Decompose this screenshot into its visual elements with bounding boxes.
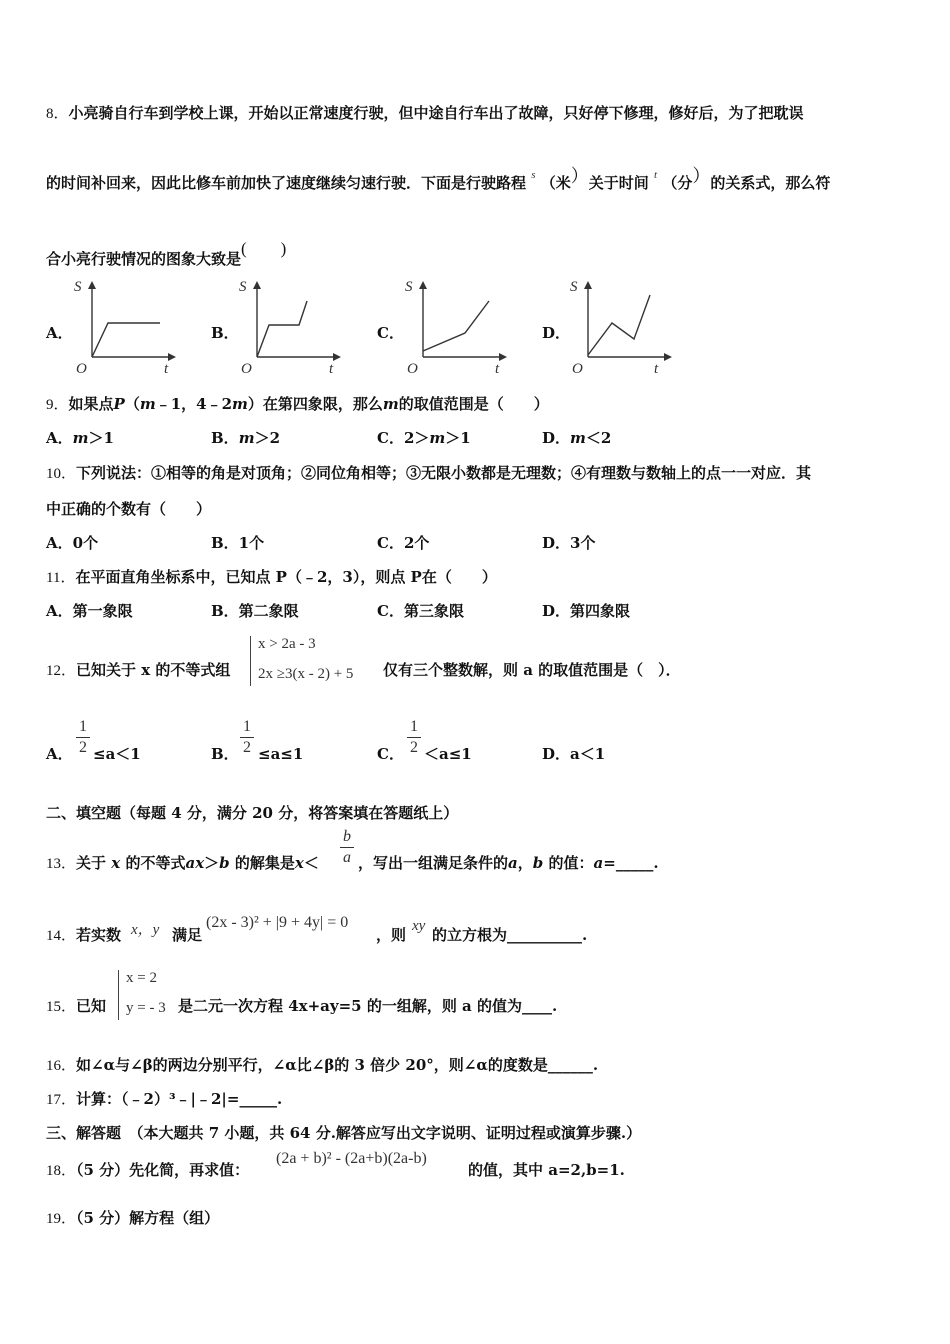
q8-number: 8． xyxy=(46,106,69,122)
q8-option-a-label: A． xyxy=(46,324,73,342)
var-s: s xyxy=(531,169,536,181)
axis-s-label: S xyxy=(570,279,578,295)
q9-option-d[interactable]: D．m＜2 xyxy=(542,429,612,447)
q10-option-c[interactable]: C．2个 xyxy=(377,534,430,552)
q9-option-c[interactable]: C．2＞m＞1 xyxy=(377,429,471,447)
q14-stem-c: ，则 xyxy=(376,926,407,944)
q9-option-b[interactable]: B．m＞2 xyxy=(211,429,280,447)
q16: 16．如∠α与∠β的两边分别平行，∠α比∠β的 3 倍少 20°，则∠α的度数是______. xyxy=(46,1056,599,1074)
q8-option-a-graph xyxy=(70,275,180,375)
q12-option-a-fraction: 1 2 xyxy=(76,718,90,757)
origin-label: O xyxy=(241,361,252,375)
q8-option-b-graph xyxy=(235,275,345,375)
q8-option-d-graph xyxy=(566,275,676,375)
origin-label: O xyxy=(572,361,583,375)
q10-line2: 中正确的个数有（ ） xyxy=(46,500,212,518)
q15-stem-a: 15．已知 xyxy=(46,997,107,1015)
section-3-heading: 三、解答题 （本大题共 7 小题，共 64 分.解答应写出文字说明、证明过程或演算步骤.） xyxy=(46,1124,642,1142)
axis-t-label: t xyxy=(654,361,659,375)
q8-line1: 8．小亮骑自行车到学校上课，开始以正常速度行驶，但中途自行车出了故障，只好停下修理，修好后，为了把耽误 xyxy=(46,104,804,122)
q15-stem-b: 是二元一次方程 4x+ay=5 的一组解，则 a 的值为____. xyxy=(178,997,558,1015)
q10-line1: 10．下列说法：①相等的角是对顶角；②同位角相等；③无限小数都是无理数；④有理数与数轴上的点一一对应．其 xyxy=(46,464,812,482)
q11-option-a[interactable]: A．第一象限 xyxy=(46,602,133,620)
q10-option-b[interactable]: B．1个 xyxy=(211,534,265,552)
q8-option-d-label: D． xyxy=(542,324,571,342)
q11-stem: 11．在平面直角坐标系中，已知点 P（﹣2，3），则点 P在（ ） xyxy=(46,568,497,586)
q12-option-a[interactable]: ≤a＜1 xyxy=(93,745,141,763)
q8-option-c-label: C． xyxy=(377,324,404,342)
q10-option-d[interactable]: D．3个 xyxy=(542,534,596,552)
q12-option-b-label: B． xyxy=(211,745,239,763)
origin-label: O xyxy=(407,361,418,375)
q14-stem-a: 14．若实数 xyxy=(46,926,122,944)
q8-line3: 合小亮行驶情况的图象大致是( ) xyxy=(46,239,287,268)
q18-expression: (2a + b)² - (2a+b)(2a-b) xyxy=(276,1150,427,1167)
axis-t-label: t xyxy=(495,361,500,375)
system-brace xyxy=(118,970,119,1020)
var-t: t xyxy=(654,169,658,181)
q11-option-c[interactable]: C．第三象限 xyxy=(377,602,464,620)
axis-s-label: S xyxy=(239,279,247,295)
q13-stem-b: ，写出一组满足条件的a，b 的值：a=_____. xyxy=(358,854,659,872)
q12-option-d[interactable]: D．a＜1 xyxy=(542,745,606,763)
q12-stem-b: 仅有三个整数解，则 a 的取值范围是（ ）． xyxy=(383,661,681,679)
q18-stem-a: 18．（5 分）先化简，再求值： xyxy=(46,1161,250,1179)
axis-t-label: t xyxy=(164,361,169,375)
q8-line2: 的时间补回来，因此比修车前加快了速度继续匀速行驶．下面是行驶路程 $^s$ （米）关于时间 $^t$ （分）的关系式，那么符 xyxy=(46,166,831,192)
q19: 19．（5 分）解方程（组） xyxy=(46,1209,220,1227)
q12-ineq1: x > 2a - 3 xyxy=(258,636,316,652)
q14-xy: xy xyxy=(412,918,426,934)
q12-option-c[interactable]: ＜a≤1 xyxy=(424,745,472,763)
system-brace xyxy=(250,636,251,686)
q14-stem-b: 满足 xyxy=(172,926,203,944)
q15-eq1: x = 2 xyxy=(126,970,157,986)
q11-option-b[interactable]: B．第二象限 xyxy=(211,602,299,620)
q13-fraction: b a xyxy=(340,828,354,867)
origin-label: O xyxy=(76,361,87,375)
q13-stem-a: 13．关于 x 的不等式ax＞b 的解集是x＜ xyxy=(46,854,319,872)
q18-stem-b: 的值，其中 a=2,b=1. xyxy=(468,1161,625,1179)
axis-s-label: S xyxy=(405,279,413,295)
q12-option-c-fraction: 1 2 xyxy=(407,718,421,757)
q12-stem-a: 12．已知关于 x 的不等式组 xyxy=(46,661,231,679)
q9-stem: 9．如果点P（m﹣1，4﹣2m）在第四象限，那么m的取值范围是（ ） xyxy=(46,395,549,413)
q11-option-d[interactable]: D．第四象限 xyxy=(542,602,631,620)
q9-option-a[interactable]: A．m＞1 xyxy=(46,429,114,447)
q12-option-b-fraction: 1 2 xyxy=(240,718,254,757)
q10-option-a[interactable]: A．0个 xyxy=(46,534,99,552)
axis-t-label: t xyxy=(329,361,334,375)
axis-s-label: S xyxy=(74,279,82,295)
q12-option-a-label: A． xyxy=(46,745,73,763)
q12-option-b[interactable]: ≤a≤1 xyxy=(258,745,304,763)
q15-eq2: y = - 3 xyxy=(126,1000,166,1016)
q12-ineq2: 2x ≥3(x - 2) + 5 xyxy=(258,666,354,682)
q12-option-c-label: C． xyxy=(377,745,404,763)
q8-option-b-label: B． xyxy=(211,324,239,342)
q14-vars: x，y xyxy=(131,922,160,938)
section-2-heading: 二、填空题（每题 4 分，满分 20 分，将答案填在答题纸上） xyxy=(46,804,459,822)
q8-option-c-graph xyxy=(401,275,511,375)
q17: 17．计算：（﹣2）³﹣|﹣2|=_____. xyxy=(46,1090,283,1108)
q14-stem-d: 的立方根为__________. xyxy=(432,926,588,944)
q14-equation: (2x - 3)² + |9 + 4y| = 0 xyxy=(206,914,349,931)
